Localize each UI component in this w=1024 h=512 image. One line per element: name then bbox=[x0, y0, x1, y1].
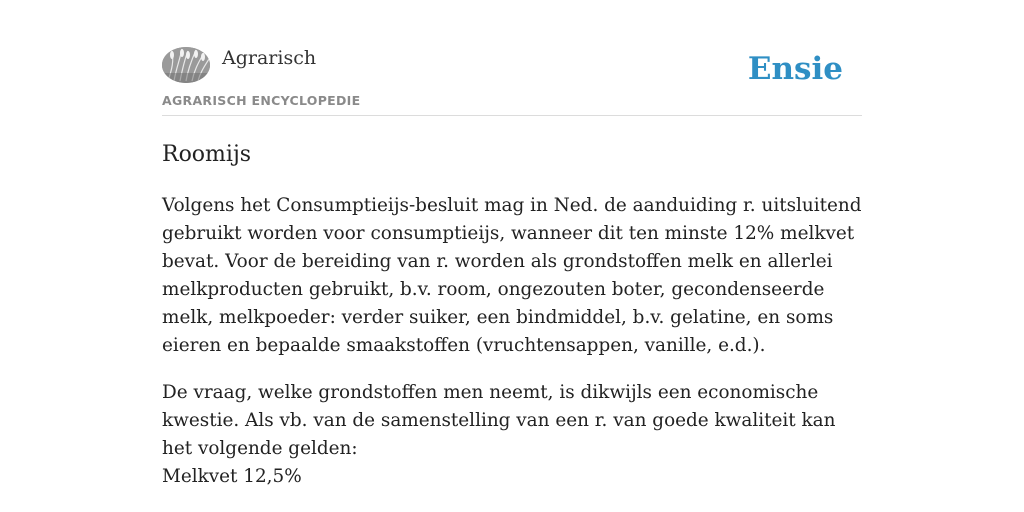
article-title: Roomijs bbox=[162, 142, 252, 167]
page-container bbox=[162, 0, 862, 512]
page-header bbox=[162, 0, 862, 116]
article-paragraph-1: Volgens het Consumptieijs-besluit mag in Ned. de aanduiding r. uitsluitend gebruikt worden voor consumptieijs, wanneer dit ten minste 12% melkvet bevat. Voor de bereiding van r. worden als grondstoffen melk en allerlei melkproducten gebruikt, b.v. room, ongezouten boter, gecondenseerde melk, melkpoeder: verder suiker, een bindmiddel, b.v. gelatine, en soms eieren en bepaalde smaakstoffen (vruchtensappen, vanille, e.d.). bbox=[162, 195, 862, 356]
article-paragraph-2: De vraag, welke grondstoffen men neemt, is dikwijls een economische kwestie. Als vb. van de samenstelling van een r. van goede kwaliteit kan het volgende gelden: bbox=[162, 382, 836, 459]
source-name-link[interactable]: Agrarisch bbox=[222, 47, 317, 69]
source-subtitle: AGRARISCH ENCYCLOPEDIE bbox=[162, 93, 361, 108]
article-paragraph-3: Melkvet 12,5% bbox=[162, 466, 302, 487]
ensie-brand-logo[interactable]: Ensie bbox=[747, 51, 843, 87]
wheat-logo-icon[interactable] bbox=[162, 47, 210, 83]
